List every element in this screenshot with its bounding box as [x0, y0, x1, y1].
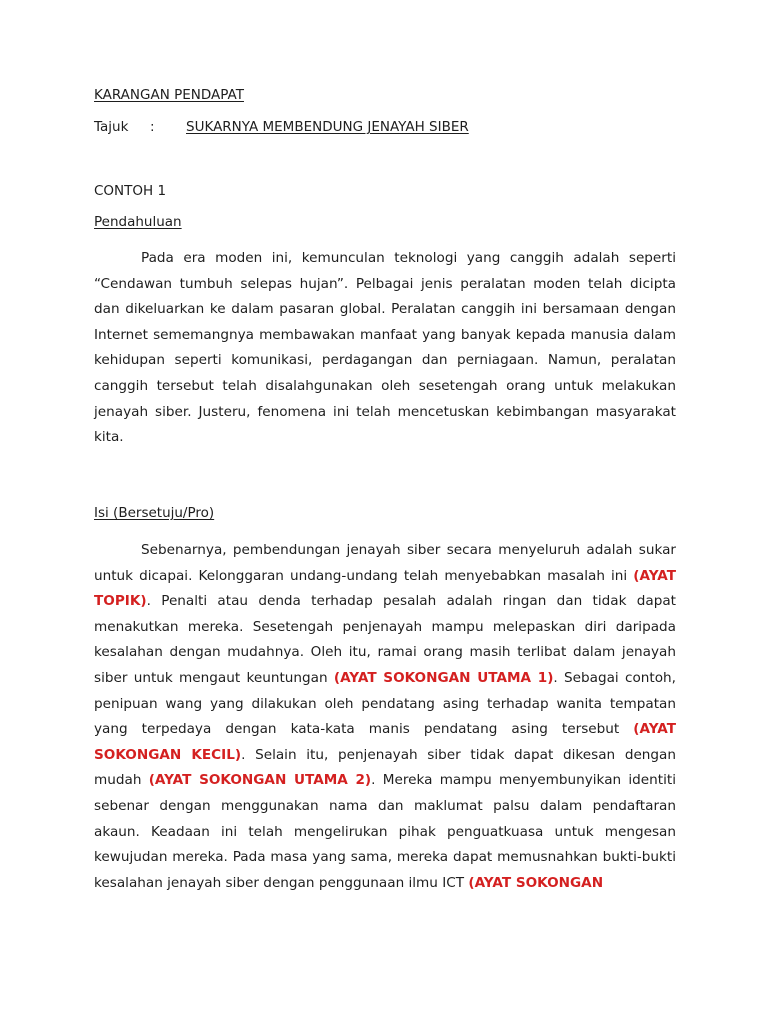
- topic-sentence-tag: (AYAT TOPIK): [94, 567, 676, 610]
- essay-title: SUKARNYA MEMBENDUNG JENAYAH SIBER: [186, 119, 469, 135]
- support-tag-truncated: (AYAT SOKONGAN: [468, 874, 604, 891]
- tajuk-label: Tajuk: [94, 119, 129, 135]
- body-paragraph: [94, 538, 676, 896]
- body-text-2: . Penalti atau denda terhadap pesalah adalah ringan dan tidak dapat menakutkan mereka. Sesetengah penjenayah mampu melepaskan diri daripada kesalahan dengan mudahnya. Oleh itu, ramai orang masih terlibat dalam jenayah siber untuk mengaut keuntungan: [94, 593, 676, 686]
- main-support-2-tag: (AYAT SOKONGAN UTAMA 2): [148, 772, 372, 789]
- document-heading: KARANGAN PENDAPAT: [94, 87, 244, 103]
- section-title-body-pro: Isi (Bersetuju/Pro): [94, 505, 215, 521]
- tajuk-colon: :: [150, 119, 155, 135]
- main-support-1-tag: (AYAT SOKONGAN UTAMA 1): [333, 669, 554, 686]
- body-text-5: . Mereka mampu menyembunyikan identiti sebenar dengan menggunakan nama dan maklumat palsu dalam pendaftaran akaun. Keadaan ini telah mengelirukan pihak penguatkuasa untuk mengesan kewujudan mereka. Pada masa yang sama, mereka dapat memusnahkan bukti-bukti kesalahan jenayah siber dengan penggunaan ilmu ICT: [94, 772, 676, 891]
- body-text-1: Sebenarnya, pembendungan jenayah siber secara menyeluruh adalah sukar untuk dicapai. Kelonggaran undang-undang telah menyebabkan masalah ini: [94, 542, 676, 584]
- introduction-paragraph: Pada era moden ini, kemunculan teknologi yang canggih adalah seperti “Cendawan tumbuh selepas hujan”. Pelbagai jenis peralatan moden telah dicipta dan dikeluarkan ke dalam pasaran global. Peralatan canggih ini bersamaan dengan Internet sememangnya membawakan manfaat yang banyak kepada manusia dalam kehidupan seperti komunikasi, perdagangan dan perniagaan. Namun, peralatan canggih tersebut telah disalahgunakan oleh sesetengah orang untuk melakukan jenayah siber. Justeru, fenomena ini telah mencetuskan kebimbangan masyarakat kita.: [94, 250, 676, 446]
- minor-support-tag: (AYAT SOKONGAN KECIL): [94, 721, 676, 763]
- example-label: CONTOH 1: [94, 183, 167, 199]
- body-text-4: . Selain itu, penjenayah siber tidak dapat dikesan dengan mudah: [94, 746, 676, 789]
- section-title-introduction: Pendahuluan: [94, 214, 182, 230]
- body-text-3: . Sebagai contoh, penipuan wang yang dilakukan oleh pendatang asing terhadap wanita tempatan yang terpedaya dengan kata-kata manis pendatang asing tersebut: [94, 669, 676, 738]
